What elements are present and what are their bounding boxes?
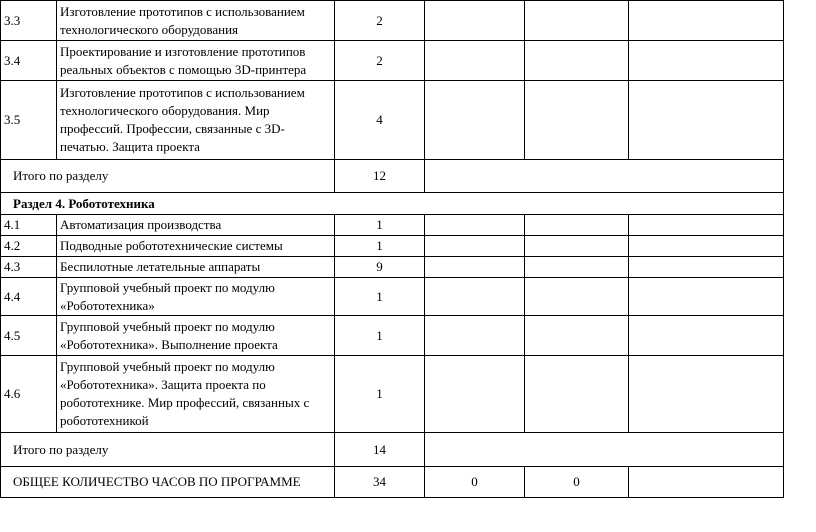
total-hours: 14	[335, 433, 425, 467]
hours-cell: 4	[335, 81, 425, 160]
section-total-row	[1, 160, 784, 193]
table-row	[1, 41, 784, 81]
grand-total-label: ОБЩЕЕ КОЛИЧЕСТВО ЧАСОВ ПО ПРОГРАММЕ	[1, 467, 335, 498]
hours-cell: 1	[335, 356, 425, 433]
grand-total-col2: 0	[425, 467, 525, 498]
row-number: 4.5	[1, 316, 57, 356]
table-row	[1, 356, 784, 433]
table-row	[1, 257, 784, 278]
section-total-row	[1, 433, 784, 467]
row-number: 4.3	[1, 257, 57, 278]
section-header-row	[1, 193, 784, 215]
topic-text: Беспилотные летательные аппараты	[57, 257, 335, 278]
grand-total-hours: 34	[335, 467, 425, 498]
table-row	[1, 236, 784, 257]
row-number: 4.4	[1, 278, 57, 316]
hours-cell: 1	[335, 236, 425, 257]
hours-cell: 9	[335, 257, 425, 278]
hours-cell: 2	[335, 1, 425, 41]
row-number: 4.2	[1, 236, 57, 257]
table-row	[1, 1, 784, 41]
total-hours: 12	[335, 160, 425, 193]
hours-cell: 1	[335, 215, 425, 236]
table-row	[1, 81, 784, 160]
hours-cell: 1	[335, 316, 425, 356]
section-title: Раздел 4. Робототехника	[1, 193, 784, 215]
topic-text: Подводные робототехнические системы	[57, 236, 335, 257]
row-number: 4.6	[1, 356, 57, 433]
row-number: 4.1	[1, 215, 57, 236]
hours-cell: 1	[335, 278, 425, 316]
topic-text: Изготовление прототипов с использованием технологического оборудования	[57, 1, 335, 41]
topic-text: Автоматизация производства	[57, 215, 335, 236]
topic-text: Групповой учебный проект по модулю «Робототехника». Выполнение проекта	[57, 316, 335, 356]
row-number: 3.5	[1, 81, 57, 160]
grand-total-col3: 0	[525, 467, 629, 498]
topic-text: Проектирование и изготовление прототипов реальных объектов с помощью 3D-принтера	[57, 41, 335, 81]
table-row	[1, 278, 784, 316]
row-number: 3.3	[1, 1, 57, 41]
grand-total-row	[1, 467, 784, 498]
topic-text: Групповой учебный проект по модулю «Робототехника»	[57, 278, 335, 316]
hours-cell: 2	[335, 41, 425, 81]
topic-text: Изготовление прототипов с использованием технологического оборудования. Мир профессий. Профессии, связанные с 3D-печатью. Защита проекта	[57, 81, 335, 160]
table-row	[1, 316, 784, 356]
total-label: Итого по разделу	[1, 160, 335, 193]
row-number: 3.4	[1, 41, 57, 81]
total-label: Итого по разделу	[1, 433, 335, 467]
topic-text: Групповой учебный проект по модулю «Робототехника». Защита проекта по робототехнике. Мир профессий, связанных с робототехникой	[57, 356, 335, 433]
table-row	[1, 215, 784, 236]
